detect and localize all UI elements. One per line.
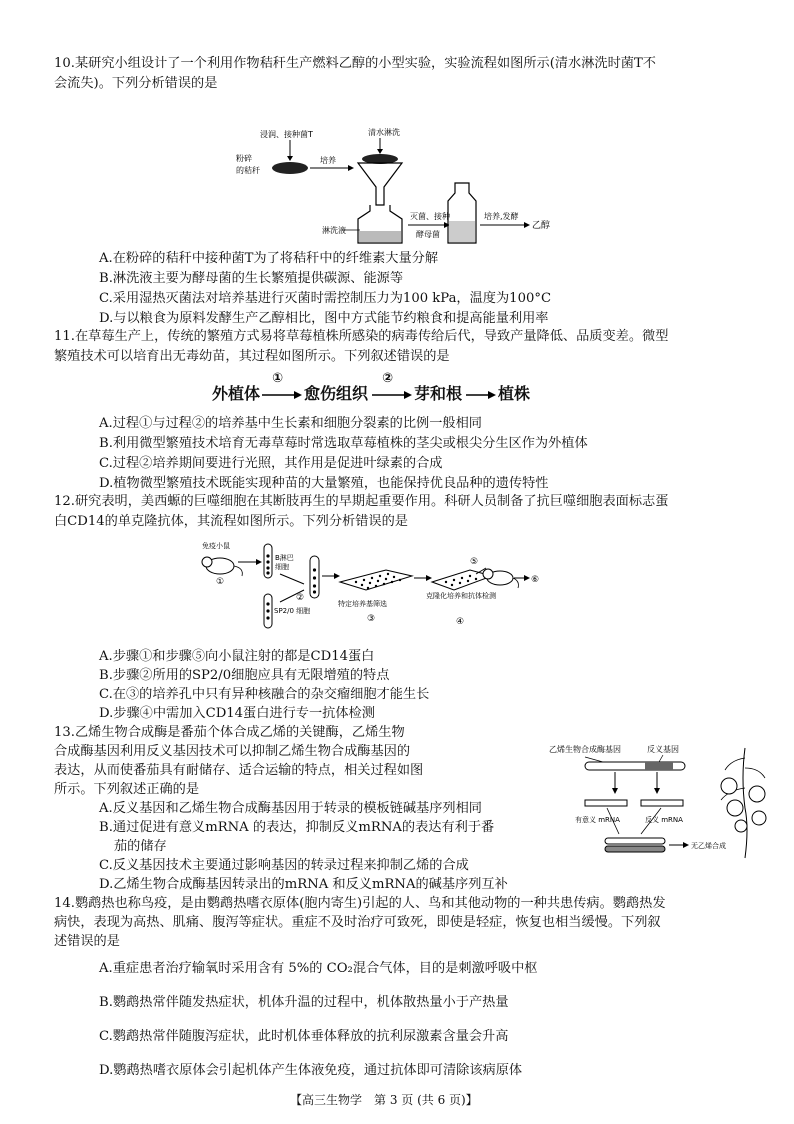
q11-stem-line2: 繁殖技术可以培育出无毒幼苗，其过程如图所示。下列叙述错误的是 <box>54 349 450 364</box>
straw-pile-icon <box>272 162 308 174</box>
q12-stem-line2: 白CD14的单克隆抗体，其流程如图所示。下列分析错误的是 <box>54 514 408 529</box>
fig13-mrna-sense: 有意义 mRNA <box>575 816 620 824</box>
flow-arrow-3 <box>466 391 496 399</box>
fig10-label-yeast: 酵母菌 <box>416 230 440 239</box>
fig10-label-ferment: 培养,发酵 <box>484 212 519 221</box>
flow-plant: 植株 <box>498 384 531 403</box>
q10-option-d: D.与以粮食为原料发酵生产乙醇相比，图中方式能节约粮食和提高能量利用率 <box>99 311 549 326</box>
q14-option-d: D.鹦鹉热嗜衣原体会引起机体产生体液免疫，通过抗体即可清除该病原体 <box>99 1063 523 1078</box>
q11-option-d: D.植物微型繁殖技术既能实现种苗的大量繁殖，也能保持优良品种的遗传特性 <box>99 476 549 491</box>
fig10-label-straw: 粉碎 <box>236 154 252 163</box>
fig12-screen2: 克隆化培养和抗体检测 <box>426 592 496 600</box>
q12-stem-line1: 12.研究表明，美西螈的巨噬细胞在其断肢再生的早期起重要作用。科研人员制备了抗巨噬细胞表面标志蛋 <box>54 494 669 509</box>
q10-figure <box>230 125 560 250</box>
duplex-icon <box>605 838 665 844</box>
plate1-icon <box>340 570 412 590</box>
q13-stem-line2: 合成酶基因利用反义基因技术可以抑制乙烯生物合成酶基因的 <box>54 744 411 759</box>
flow-callus: 愈伤组织 <box>304 384 369 403</box>
q12-figure <box>180 538 550 638</box>
mrna-sense-icon <box>585 800 627 806</box>
q14-stem-line3: 述错误的是 <box>54 934 120 949</box>
q10-stem-line1: 10.某研究小组设计了一个利用作物秸秆生产燃料乙醇的小型实验，实验流程如图所示(清水淋洗时菌T不 <box>54 56 656 71</box>
mouse2-icon <box>483 569 518 588</box>
q10-option-c: C.采用湿热灭菌法对培养基进行灭菌时需控制压力为100 kPa，温度为100°C <box>99 291 552 306</box>
fig10-label-leachate: 淋洗液 <box>322 226 346 235</box>
fig12-n4: ④ <box>456 617 465 627</box>
fig12-n5: ⑤ <box>470 557 479 567</box>
page-footer: 【高三生物学 第 3 页 (共 6 页)】 <box>290 1093 478 1107</box>
fig12-n1: ① <box>216 577 225 587</box>
q12-option-a: A.步骤①和步骤⑤向小鼠注射的都是CD14蛋白 <box>99 649 375 664</box>
fig12-n2: ② <box>296 593 305 603</box>
q13-option-b: B.通过促进有意义mRNA 的表达，抑制反义mRNA的表达有利于番 <box>99 820 495 835</box>
q13-stem-line1: 13.乙烯生物合成酶是番茄个体合成乙烯的关键酶，乙烯生物 <box>54 725 405 740</box>
q12-option-d: D.步骤④中需加入CD14蛋白进行专一抗体检测 <box>99 706 375 721</box>
q14-option-b: B.鹦鹉热常伴随发热症状，机体升温的过程中，机体散热量小于产热量 <box>99 995 509 1010</box>
fig10-label-sterilize: 灭菌、接种 <box>410 212 450 221</box>
fig10-label-soak: 浸润、接种菌T <box>260 130 313 139</box>
q13-stem-line3: 表达，从而使番茄具有耐储存、适合运输的特点，相关过程如图 <box>54 763 424 778</box>
q11-option-c: C.过程②培养期间要进行光照，其作用是促进叶绿素的合成 <box>99 456 443 471</box>
tomato-plant-icon <box>721 748 766 858</box>
fig10-label-ethanol: 乙醇 <box>532 221 551 231</box>
fig10-label-rinse: 清水淋洗 <box>368 128 400 137</box>
fig13-result: 无乙烯合成 <box>691 842 726 850</box>
fig10-label-culture: 培养 <box>320 156 336 165</box>
fig12-n3: ③ <box>367 614 376 624</box>
fig12-mouse: 免疫小鼠 <box>202 542 230 550</box>
fig12-n6: ⑥ <box>531 575 540 585</box>
fig13-gene: 乙烯生物合成酶基因 <box>549 745 621 754</box>
fig12-sp2: SP2/0 细胞 <box>274 607 311 615</box>
q13-option-b-cont: 茄的储存 <box>114 839 167 854</box>
fig13-mrna-anti: 反义 mRNA <box>645 816 683 824</box>
funnel-icon <box>358 163 402 205</box>
flow-explant: 外植体 <box>212 384 261 403</box>
flow-step2: ② <box>382 371 394 386</box>
q13-option-a: A.反义基因和乙烯生物合成酶基因用于转录的模板链碱基序列相同 <box>99 801 482 816</box>
flow-buds: 芽和根 <box>414 384 463 403</box>
fig12-b-cell2: 细胞 <box>275 563 289 571</box>
fig13-antisense: 反义基因 <box>647 745 679 754</box>
fig10-label-straw2: 的秸秆 <box>236 166 260 175</box>
q10-option-a: A.在粉碎的秸秆中接种菌T为了将秸秆中的纤维素大量分解 <box>99 251 439 266</box>
q12-option-c: C.在③的培养孔中只有异种核融合的杂交瘤细胞才能生长 <box>99 687 430 702</box>
q13-figure <box>545 738 775 863</box>
q14-option-c: C.鹦鹉热常伴随腹泻症状，此时机体垂体释放的抗利尿激素含量会升高 <box>99 1029 509 1044</box>
q14-option-a: A.重症患者治疗输氧时采用含有 5%的 CO₂混合气体，目的是刺激呼吸中枢 <box>99 961 538 976</box>
q10-option-b: B.淋洗液主要为酵母菌的生长繁殖提供碳源、能源等 <box>99 271 404 286</box>
q14-stem-line1: 14.鹦鹉热也称鸟疫，是由鹦鹉热嗜衣原体(胞内寄生)引起的人、鸟和其他动物的一种共患传病。鹦鹉热发 <box>54 896 666 911</box>
q11-flow <box>212 371 572 407</box>
q13-option-d: D.乙烯生物合成酶基因转录出的mRNA 和反义mRNA的碱基序列互补 <box>99 877 508 892</box>
fig12-b-cell1: B淋巴 <box>275 554 294 562</box>
q11-option-a: A.过程①与过程②的培养基中生长素和细胞分裂素的比例一般相同 <box>99 416 482 431</box>
mrna-anti-icon <box>641 800 683 806</box>
mouse1-icon <box>202 557 242 576</box>
q13-stem-line4: 所示。下列叙述正确的是 <box>54 782 200 797</box>
fig12-screen1: 特定培养基筛选 <box>338 600 387 608</box>
flow-arrow-1 <box>262 391 302 399</box>
flow-step1: ① <box>272 371 284 386</box>
q11-option-b: B.利用微型繁殖技术培育无毒草莓时常选取草莓植株的茎尖或根尖分生区作为外植体 <box>99 436 588 451</box>
q14-stem-line2: 病快，表现为高热、肌痛、腹泻等症状。重症不及时治疗可致死，即使是轻症，恢复也相当缓慢。下列叙 <box>54 915 661 930</box>
q13-option-c: C.反义基因技术主要通过影响基因的转录过程来抑制乙烯的合成 <box>99 858 469 873</box>
flow-arrow-2 <box>372 391 412 399</box>
q11-stem-line1: 11.在草莓生产上，传统的繁殖方式易将草莓植株所感染的病毒传给后代，导致产量降低、品质变差。微型 <box>54 329 669 344</box>
q12-option-b: B.步骤②所用的SP2/0细胞应具有无限增殖的特点 <box>99 668 390 683</box>
q10-stem-line2: 会流失)。下列分析错误的是 <box>54 76 218 91</box>
